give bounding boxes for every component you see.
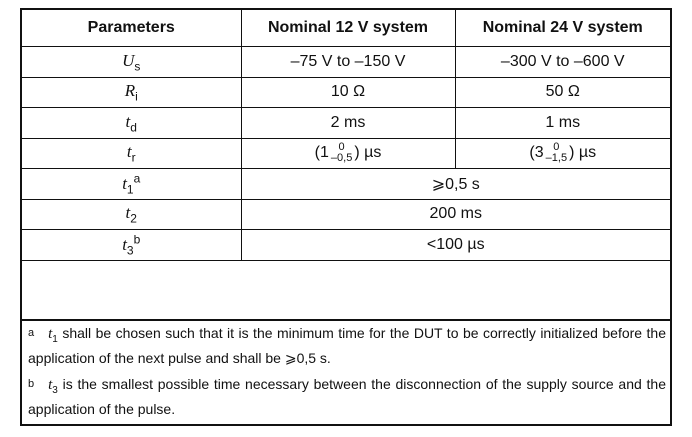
value-24v: (3 0 –1,5 ) µs xyxy=(455,138,670,169)
param-symbol: $t_2$ xyxy=(22,199,241,230)
param-symbol: $t_1^a$ xyxy=(22,169,241,200)
value-shared: ⩾0,5 s xyxy=(241,169,670,200)
table-footnotes xyxy=(22,319,670,420)
table-row xyxy=(22,108,670,139)
table-row xyxy=(22,199,670,230)
value-12v: –75 V to –150 V xyxy=(241,47,455,78)
param-symbol: $R_i$ xyxy=(22,77,241,108)
footnote-text: is the smallest possible time necessary between the disconnection of the supply source and the application of the pulse. xyxy=(28,376,666,417)
param-symbol: $t_r$ xyxy=(22,138,241,169)
param-symbol: $U_s$ xyxy=(22,47,241,78)
header-parameters: Parameters xyxy=(22,10,241,47)
value-12v: (1 0 –0,5 ) µs xyxy=(241,138,455,169)
table-header-row xyxy=(22,10,670,47)
table-row xyxy=(22,230,670,261)
header-12v-system: Nominal 12 V system xyxy=(241,10,455,47)
value-shared: <100 µs xyxy=(241,230,670,261)
param-symbol: $t_3^b$ xyxy=(22,230,241,261)
table-row xyxy=(22,77,670,108)
value-12v: 2 ms xyxy=(241,108,455,139)
parameters-table-frame xyxy=(20,8,672,426)
footnote-b: $^b$ $t_3$ is the smallest possible time necessary between the disconnection of the supply source and the application of the pulse. xyxy=(28,376,666,417)
table-row xyxy=(22,138,670,169)
value-24v: –300 V to –600 V xyxy=(455,47,670,78)
param-symbol: $t_d$ xyxy=(22,108,241,139)
parameters-table xyxy=(22,10,670,261)
footnote-text: shall be chosen such that it is the minimum time for the DUT to be correctly initialized before the application of the next pulse and shall be ⩾0,5 s. xyxy=(28,325,666,366)
header-24v-system: Nominal 24 V system xyxy=(455,10,670,47)
footnote-marker: a xyxy=(28,327,35,339)
footnote-a: $^a$ $t_1$ shall be chosen such that it is the minimum time for the DUT to be correctly initialized before the application of the next pulse and shall be ⩾0,5 s. xyxy=(28,325,666,366)
value-12v: 10 Ω xyxy=(241,77,455,108)
value-24v: 50 Ω xyxy=(455,77,670,108)
table-row xyxy=(22,169,670,200)
footnote-marker: b xyxy=(28,378,35,390)
value-shared: 200 ms xyxy=(241,199,670,230)
value-24v: 1 ms xyxy=(455,108,670,139)
table-row xyxy=(22,47,670,78)
